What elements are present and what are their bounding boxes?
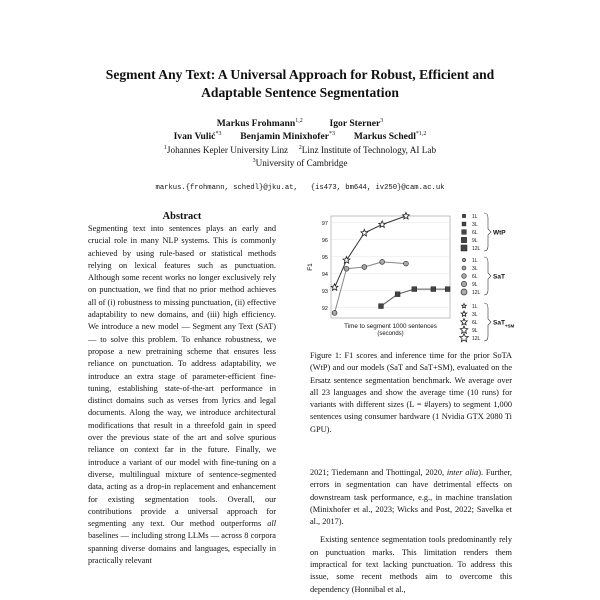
legend-brace: [484, 303, 491, 341]
legend-marker: [462, 214, 465, 217]
legend-layer-label: 12L: [472, 246, 481, 252]
y-tick-label: 97: [321, 220, 328, 227]
abstract-text-1: Segmenting text into sentences plays an early and crucial role in many NLP systems. This is commonly achieved by using rule-based or statistical methods relying on lexical features such as punctuation. Although some recent works no longer exclusively rely on punctuation, we find that no prior method achieves all of (i) robustness to missing punctuation, (ii) effective adaptability to new domains, and (iii) high efficiency. We introduce a new model — Segment any Text (SAT) — to solve this problem. To enhance robustness, we propose a new pretraining scheme that ensures less reliance on punctuation. To address adaptability, we introduce an extra stage of parameter-efficient fine-tuning, establishing state-of-the-art performance in distinct domains such as verses from lyrics and legal documents. Along the way, we introduce architectural modifications that result in a threefold gain in speed over the previous state of the art and solve spurious reliance on context far in the future. Finally, we introduce a variant of our model with fine-tuning on a diverse, multilingual mixture of sentence-segmented data, acting as a drop-in replacement and enhancement for existing segmentation tools. Overall, our contributions provide a universal approach for segmenting any text. Our method outperforms: [88, 224, 276, 529]
legend-marker: [461, 311, 467, 316]
legend-layer-label: 1L: [472, 304, 478, 310]
title-line-2: Adaptable Sentence Segmentation: [201, 85, 399, 100]
title-line-1: Segment Any Text: A Universal Approach for Robust, Efficient and: [105, 67, 495, 82]
body-text-span: ). Further, errors in segmentation can have detrimental effects on downstream task performance, e.g., in machine translation (Minixhofer et al., 2023; Wicks and Post, 2022; Savelka et al., 2017).: [310, 468, 512, 527]
data-point-sat-sm: [403, 212, 410, 219]
legend-brace: [484, 213, 491, 251]
legend-layer-label: 1L: [472, 258, 478, 264]
legend-marker: [461, 245, 467, 251]
data-point-sat-sm: [343, 257, 350, 264]
legend-layer-label: 3L: [472, 222, 478, 228]
body-paragraph-2: Existing sentence segmentation tools predominantly rely on punctuation marks. This limitation renders them impractical for text lacking punctuation. To address this issue, some recent methods aim to overcome this dependency (Honnibal et al.,: [310, 535, 512, 594]
y-tick-label: 94: [321, 271, 328, 278]
data-point-sat-sm: [379, 221, 386, 228]
legend-layer-label: 12L: [472, 290, 481, 296]
affiliations-line-2: [40, 158, 560, 168]
affiliation-2: Linz Institute of Technology, AI Lab: [301, 145, 437, 156]
author-name: Benjamin Minixhofer: [240, 131, 329, 143]
data-point-sat: [404, 261, 409, 266]
plot-frame: [331, 216, 450, 318]
legend-marker: [461, 281, 466, 286]
paper-title: [40, 66, 560, 102]
legend-layer-label: 9L: [472, 238, 478, 244]
aff-sup: 1: [163, 145, 167, 151]
author-sup: 1,2: [295, 118, 303, 124]
affiliation-3: University of Cambridge: [255, 158, 348, 169]
affiliations-line-1: [40, 145, 560, 155]
legend-marker: [462, 222, 466, 226]
body-paragraph-1: [310, 467, 512, 528]
body-text-span: 2021; Tiedemann and Thottingal, 2020,: [310, 468, 447, 477]
x-axis-label: Time to segment 1000 sentences: [344, 323, 437, 330]
y-tick-label: 95: [321, 254, 328, 261]
abstract-emphasis: all: [267, 519, 276, 529]
legend-layer-label: 9L: [472, 328, 478, 334]
series-line-sat-sm: [335, 216, 406, 287]
data-point-wtp: [412, 287, 417, 292]
legend-group-label: SaT$_{+SM}$: [493, 319, 515, 328]
legend-layer-label: 3L: [472, 266, 478, 272]
data-point-wtp: [379, 304, 384, 309]
legend-marker: [462, 230, 467, 235]
data-point-wtp: [445, 287, 450, 292]
figure-1-chart: [300, 208, 520, 348]
authors-line-1: [40, 118, 560, 129]
legend-marker: [462, 274, 467, 279]
author-name: Markus Frohmann: [216, 118, 296, 130]
legend-layer-label: 6L: [472, 320, 478, 326]
author-name: Markus Schedl: [353, 131, 416, 143]
y-tick-label: 92: [321, 305, 328, 312]
authors-line-2: [40, 131, 560, 142]
legend-marker: [462, 258, 465, 261]
legend-layer-label: 9L: [472, 282, 478, 288]
affiliation-1: Johannes Kepler University Linz: [166, 145, 289, 156]
legend-layer-label: 1L: [472, 214, 478, 220]
legend-marker: [462, 266, 466, 270]
legend-marker: [460, 326, 468, 333]
author-name: Igor Sterner: [329, 118, 381, 130]
author-emails: markus.{frohmann, schedl}@jku.at, {is473, bm644, iv250}@cam.ac.uk: [155, 184, 445, 192]
body-text: [310, 467, 512, 600]
data-point-wtp: [431, 287, 436, 292]
author-sup: *3: [329, 131, 335, 137]
abstract-paragraph: [88, 223, 276, 567]
abstract-text-2: baselines — including strong LLMs — across 8 corpora spanning diverse domains and languages, especially in practically relevant: [88, 531, 276, 566]
author-sup: 3: [380, 118, 384, 124]
legend-layer-label: 3L: [472, 312, 478, 318]
legend-marker: [462, 304, 467, 308]
author-sup: *1,2: [415, 131, 427, 137]
y-tick-label: 93: [321, 288, 328, 295]
y-axis-label: F1: [307, 263, 314, 271]
data-point-sat: [332, 311, 337, 316]
legend-marker: [461, 289, 467, 295]
legend-group-label: WtP: [493, 229, 506, 237]
legend-marker: [461, 237, 466, 242]
aff-sup: 3: [252, 158, 256, 164]
legend-group-label: SaT: [493, 273, 505, 281]
legend-brace: [484, 257, 491, 295]
legend-group-subscript: +SM: [504, 323, 515, 328]
figure-caption: Figure 1: F1 scores and inference time for the prior SoTA (WtP) and our models (SaT and SaT+SM), evaluated on the Ersatz sentence segmentation benchmark. We average over all 23 languages and show the average time (10 runs) for variants with different sizes (L = #layers) to segment 1,000 sentences using consumer hardware (1 Nvidia GTX 2080 Ti GPU).: [310, 351, 512, 434]
data-point-sat-sm: [331, 284, 338, 291]
abstract-heading: Abstract: [162, 211, 202, 222]
data-point-sat: [362, 265, 367, 270]
legend-layer-label: 6L: [472, 230, 478, 236]
abstract-body: [88, 223, 276, 600]
x-axis-label-sub: (seconds): [377, 331, 404, 337]
body-emphasis: inter alia: [446, 468, 479, 477]
data-point-wtp: [395, 292, 400, 297]
legend-layer-label: 6L: [472, 274, 478, 280]
legend-marker: [461, 319, 468, 325]
author-sup: *3: [215, 131, 222, 137]
aff-sup: 2: [298, 145, 302, 151]
data-point-sat: [380, 260, 385, 265]
y-tick-label: 96: [321, 237, 328, 244]
legend-marker: [460, 334, 469, 342]
author-name: Ivan Vulić: [173, 131, 216, 143]
data-point-sat-sm: [361, 229, 368, 236]
legend-layer-label: 12L: [472, 336, 481, 342]
data-point-sat: [344, 266, 349, 271]
